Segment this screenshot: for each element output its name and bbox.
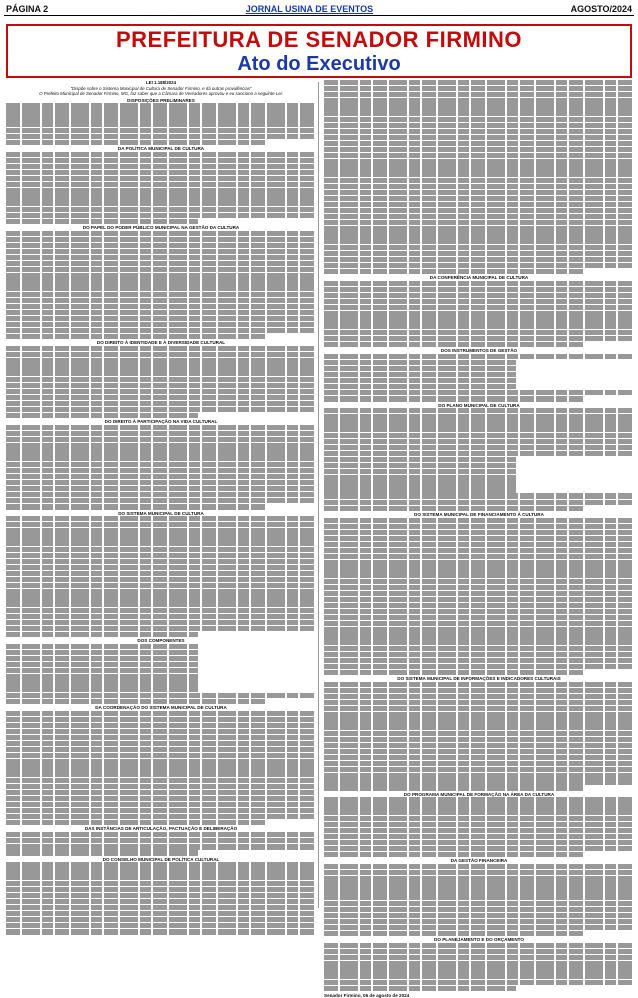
section-title: DO DIREITO À PARTICIPAÇÃO NA VIDA CULTURAL (104, 419, 218, 425)
body-text (6, 832, 316, 856)
law-ementa: "Dispõe sobre o Sistema Municipal de Cultura de Senador Firmino, e dá outras providências" (70, 86, 252, 92)
body-text (6, 516, 316, 637)
page-header (4, 3, 634, 16)
section-title: DO DIREITO À IDENTIDADE E À DIVERSIDADE CULTURAL (96, 340, 226, 346)
section-title: DOS COMPONENTES (137, 638, 185, 644)
body-text (6, 711, 316, 826)
title-banner (6, 24, 632, 78)
section-title: DO SISTEMA MUNICIPAL DE CULTURA (118, 510, 204, 516)
issue-date: AGOSTO/2024 (570, 4, 632, 14)
section-title: DA COORDENAÇÃO DO SISTEMA MUNICIPAL DE CULTURA (95, 704, 227, 710)
page-subtitle: Ato do Executivo (237, 53, 401, 75)
body-text (6, 152, 316, 224)
body-text (324, 864, 634, 936)
section-title: DO PROGRAMA MUNICIPAL DE FORMAÇÃO NA ÁREA DA CULTURA (403, 791, 555, 797)
section-title: DO SISTEMA MUNICIPAL DE INFORMAÇÕES E INDICADORES CULTURAIS (397, 676, 561, 682)
body-text (324, 80, 634, 274)
section-title: DO CONSELHO MUNICIPAL DE POLÍTICA CULTURAL (102, 856, 220, 862)
section-title: DISPOSIÇÕES PRELIMINARES (127, 97, 195, 103)
body-text (324, 682, 634, 791)
body-text (6, 103, 316, 145)
section-title: DO PAPEL DO PODER PÚBLICO MUNICIPAL NA GESTÃO DA CULTURA (82, 224, 240, 230)
page-number: PÁGINA 2 (6, 4, 49, 14)
body-text (324, 281, 634, 347)
body-text (6, 644, 316, 704)
left-column (6, 80, 316, 910)
section-title: DA CONFERÊNCIA MUNICIPAL DE CULTURA (429, 275, 529, 281)
body-text (324, 797, 634, 857)
section-title: DA POLÍTICA MUNICIPAL DE CULTURA (117, 146, 205, 152)
right-column (324, 80, 634, 998)
body-text (6, 425, 316, 510)
body-text (324, 408, 634, 511)
body-text (6, 346, 316, 418)
section-title: DO PLANO MUNICIPAL DE CULTURA (438, 402, 520, 408)
body-text (6, 231, 316, 340)
section-title: DAS INSTÂNCIAS DE ARTICULAÇÃO, PACTUAÇÃO E DELIBERAÇÃO (84, 826, 238, 832)
section-title: DA GESTÃO FINANCEIRA (450, 858, 508, 864)
section-title: DOS INSTRUMENTOS DE GESTÃO (440, 348, 518, 354)
body-text (324, 943, 634, 991)
journal-name: JORNAL USINA DE EVENTOS (245, 4, 374, 14)
body-text (6, 862, 316, 934)
body-text (324, 354, 634, 402)
section-title: DO PLANEJAMENTO E DO ORÇAMENTO (434, 937, 524, 943)
signature-line: Senador Firmino, 06 de agosto de 2024 (324, 992, 410, 998)
law-preamble: O Prefeito Municipal de Senador Firmino, MG, faz saber que a Câmara de Vereadores aprovou e eu sanciono a seguinte Lei: (39, 91, 283, 97)
column-divider (318, 82, 319, 908)
law-number: LEI 1.188/2024 (145, 80, 177, 85)
body-text (324, 518, 634, 676)
page-title: PREFEITURA DE SENADOR FIRMINO (115, 27, 523, 52)
section-title: DO SISTEMA MUNICIPAL DE FINANCIAMENTO À CULTURA (414, 511, 544, 517)
